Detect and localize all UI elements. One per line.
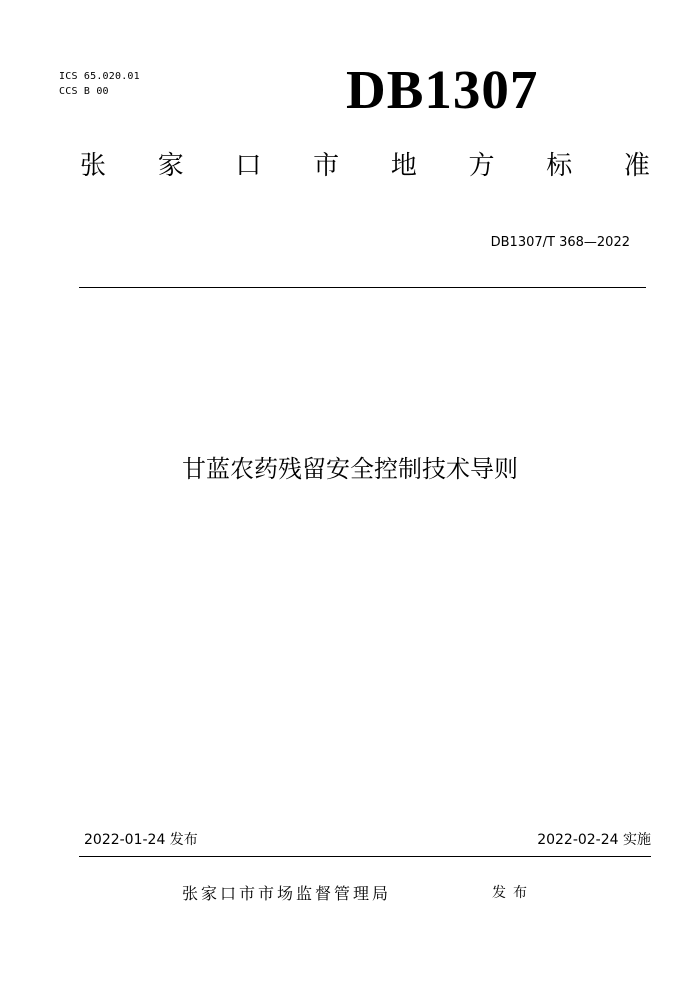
category-char: 口 — [235, 151, 262, 181]
db-code: DB1307 — [346, 59, 539, 120]
standard-number: DB1307/T 368—2022 — [490, 235, 630, 250]
issuing-authority: 张家口市市场监督管理局 — [182, 884, 392, 903]
top-divider — [79, 287, 646, 288]
document-title — [0, 453, 700, 485]
document-title-text: 甘蓝农药残留安全控制技术导则 — [182, 455, 518, 483]
issue-date: 2022-01-24 发布 — [84, 832, 198, 848]
category-char: 张 — [80, 151, 107, 181]
issue-label: 发布 — [492, 885, 534, 901]
ics-code: ICS 65.020.01 — [59, 71, 140, 82]
standard-category-title — [80, 150, 650, 182]
category-char: 方 — [468, 151, 495, 181]
category-char: 地 — [390, 151, 417, 181]
classification-codes — [59, 69, 140, 99]
ccs-code: CCS B 00 — [59, 86, 109, 97]
category-char: 家 — [157, 151, 184, 181]
category-char: 准 — [623, 151, 650, 181]
category-char: 市 — [313, 151, 340, 181]
category-char: 标 — [546, 151, 573, 181]
implementation-date: 2022-02-24 实施 — [537, 832, 651, 848]
bottom-divider — [79, 856, 651, 857]
